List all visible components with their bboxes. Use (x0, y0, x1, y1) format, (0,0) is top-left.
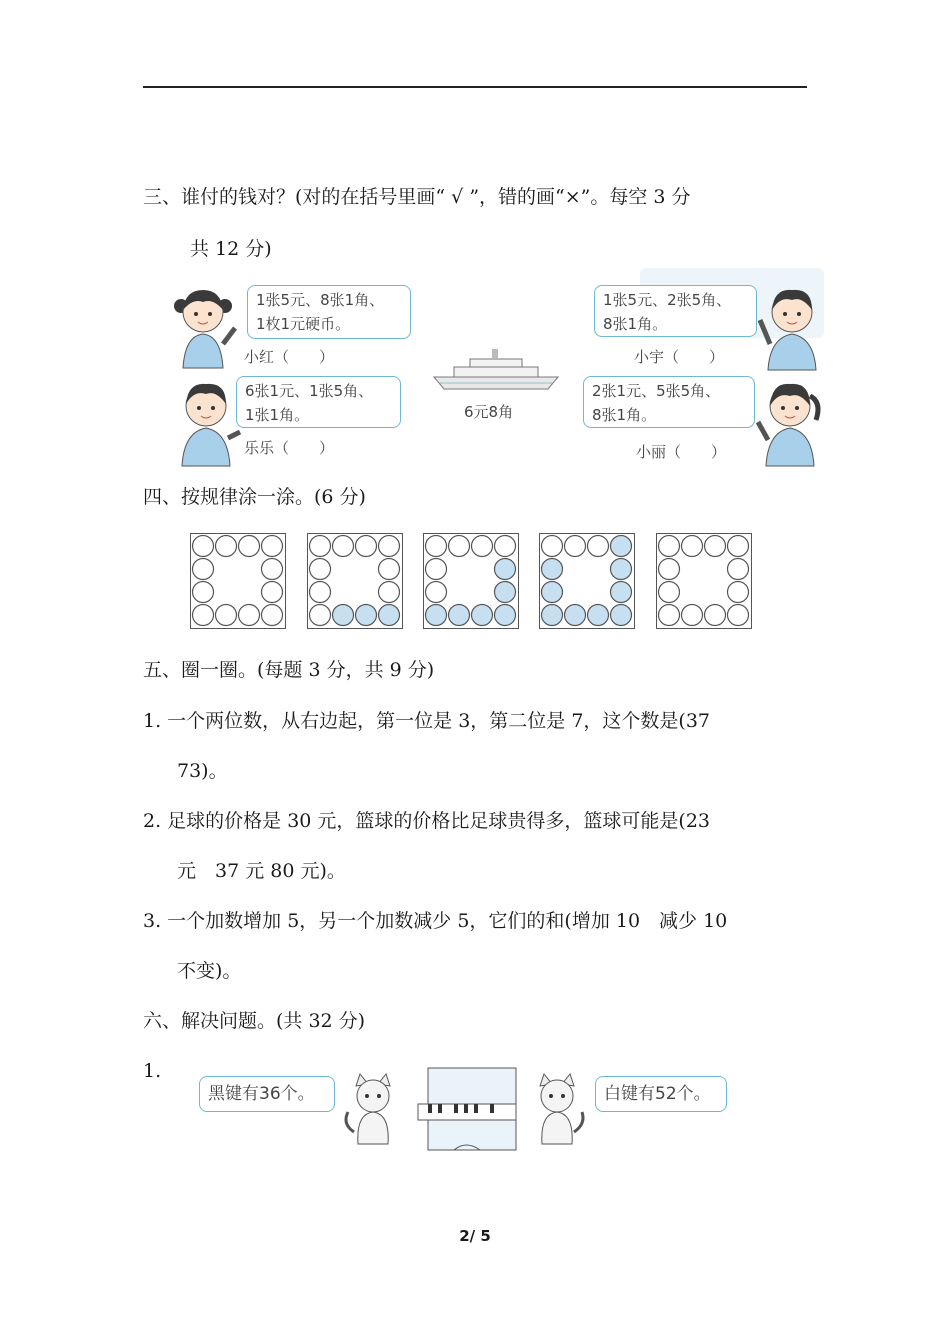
bubble-text: 1枚1元硬币。 (256, 315, 351, 333)
pattern-circle[interactable] (262, 559, 283, 580)
pattern-circle[interactable] (565, 605, 586, 626)
pattern-circle[interactable] (379, 605, 400, 626)
pattern-circle[interactable] (682, 605, 703, 626)
pattern-circle[interactable] (728, 536, 749, 557)
question-5-1-cont[interactable]: 73)。 (177, 760, 228, 782)
boy-xiaoyu-illustration (756, 282, 826, 372)
answer-lele[interactable]: 乐乐（ ） (244, 439, 335, 457)
pattern-circle[interactable] (216, 536, 237, 557)
pattern-circle[interactable] (216, 605, 237, 626)
bubble-text: 1张5元、8张1角、 (256, 291, 385, 309)
cat-right-illustration (526, 1072, 588, 1148)
pattern-circle[interactable] (705, 605, 726, 626)
pattern-circle[interactable] (310, 605, 331, 626)
pattern-box (307, 533, 403, 629)
page-number: 2/ 5 (459, 1227, 491, 1245)
answer-xiaoli[interactable]: 小丽（ ） (636, 443, 727, 461)
piano-illustration (414, 1066, 520, 1154)
pattern-circle[interactable] (426, 605, 447, 626)
pattern-circle[interactable] (262, 605, 283, 626)
pattern-circle[interactable] (728, 605, 749, 626)
pattern-circle[interactable] (379, 582, 400, 603)
pattern-circle[interactable] (611, 582, 632, 603)
pattern-circle[interactable] (449, 605, 470, 626)
ship-price: 6元8角 (464, 403, 514, 421)
pattern-circle[interactable] (611, 605, 632, 626)
pattern-circle[interactable] (310, 536, 331, 557)
pattern-circle[interactable] (239, 605, 260, 626)
pattern-circle[interactable] (262, 536, 283, 557)
bubble-text: 2张1元、5张5角、 (592, 382, 721, 400)
pattern-circle[interactable] (495, 605, 516, 626)
pattern-circle[interactable] (356, 605, 377, 626)
ship-illustration (430, 347, 562, 393)
pattern-circle[interactable] (611, 536, 632, 557)
pattern-circle[interactable] (495, 559, 516, 580)
question-5-2: 2. 足球的价格是 30 元，篮球的价格比足球贵得多，篮球可能是(23 (143, 810, 711, 832)
pattern-circle[interactable] (426, 536, 447, 557)
pattern-circle[interactable] (193, 582, 214, 603)
pattern-circle[interactable] (426, 559, 447, 580)
question-5-3: 3. 一个加数增加 5，另一个加数减少 5，它们的和(增加 10 减少 10 (143, 910, 728, 932)
pattern-circle[interactable] (262, 582, 283, 603)
girl-xiaoli-illustration (754, 376, 824, 468)
bubble-text: 8张1角。 (603, 315, 668, 333)
speech-bubble-xiaoyu (594, 285, 757, 337)
pattern-circle[interactable] (542, 605, 563, 626)
section4-title: 四、按规律涂一涂。(6 分) (143, 486, 366, 508)
question-5-1: 1. 一个两位数，从右边起，第一位是 3，第二位是 7，这个数是(37 (143, 710, 711, 732)
pattern-circle[interactable] (728, 559, 749, 580)
pattern-circle[interactable] (659, 582, 680, 603)
answer-xiaoyu[interactable]: 小宇（ ） (634, 348, 725, 366)
pattern-circle[interactable] (588, 536, 609, 557)
section6-title: 六、解决问题。(共 32 分) (143, 1010, 366, 1032)
speech-bubble-white-keys (595, 1076, 727, 1112)
pattern-circle[interactable] (239, 536, 260, 557)
pattern-circle[interactable] (333, 605, 354, 626)
question-6-1-label: 1. (143, 1060, 162, 1082)
speech-bubble-black-keys (199, 1076, 335, 1112)
pattern-box (190, 533, 286, 629)
cat-left-illustration (342, 1072, 404, 1148)
pattern-box (423, 533, 519, 629)
pattern-circle[interactable] (193, 559, 214, 580)
answer-xiaohong[interactable]: 小红（ ） (244, 348, 335, 366)
speech-bubble-lele (236, 376, 401, 428)
pattern-circle[interactable] (588, 605, 609, 626)
pattern-circle[interactable] (449, 536, 470, 557)
pattern-circle[interactable] (705, 536, 726, 557)
speech-bubble-xiaoli (583, 376, 755, 428)
section3-title-cont: 共 12 分) (190, 238, 272, 260)
question-5-2-cont[interactable]: 元 37 元 80 元)。 (177, 860, 346, 882)
pattern-box (656, 533, 752, 629)
pattern-circle[interactable] (356, 536, 377, 557)
pattern-circle[interactable] (193, 605, 214, 626)
header-rule (143, 86, 807, 88)
girl-xiaohong-illustration (165, 282, 241, 370)
pattern-circle[interactable] (193, 536, 214, 557)
section5-title: 五、圈一圈。(每题 3 分，共 9 分) (143, 659, 435, 681)
pattern-circle[interactable] (379, 559, 400, 580)
bubble-text: 黑键有36个。 (208, 1084, 315, 1104)
bubble-text: 白键有52个。 (604, 1084, 711, 1104)
pattern-circle[interactable] (659, 605, 680, 626)
bubble-text: 8张1角。 (592, 406, 657, 424)
pattern-circle[interactable] (333, 536, 354, 557)
pattern-box (539, 533, 635, 629)
pattern-circle[interactable] (728, 582, 749, 603)
question-5-3-cont[interactable]: 不变)。 (177, 960, 242, 982)
pattern-circle[interactable] (472, 536, 493, 557)
pattern-circle[interactable] (542, 536, 563, 557)
pattern-circle[interactable] (495, 582, 516, 603)
pattern-circle[interactable] (659, 559, 680, 580)
pattern-circle[interactable] (682, 536, 703, 557)
section3-title: 三、谁付的钱对？(对的在括号里画“ √ ”，错的画“×”。每空 3 分 (143, 186, 691, 208)
bubble-text: 1张1角。 (245, 406, 310, 424)
pattern-circle[interactable] (472, 605, 493, 626)
bubble-text: 6张1元、1张5角、 (245, 382, 374, 400)
speech-bubble-xiaohong (247, 285, 411, 339)
pattern-circle[interactable] (310, 559, 331, 580)
pattern-circle[interactable] (542, 582, 563, 603)
pattern-circle[interactable] (379, 536, 400, 557)
pattern-circle[interactable] (565, 536, 586, 557)
pattern-circle[interactable] (426, 582, 447, 603)
boy-lele-illustration (172, 376, 242, 468)
pattern-circle[interactable] (310, 582, 331, 603)
pattern-circle[interactable] (611, 559, 632, 580)
pattern-circle[interactable] (659, 536, 680, 557)
bubble-text: 1张5元、2张5角、 (603, 291, 732, 309)
pattern-circle[interactable] (495, 536, 516, 557)
pattern-circle[interactable] (542, 559, 563, 580)
